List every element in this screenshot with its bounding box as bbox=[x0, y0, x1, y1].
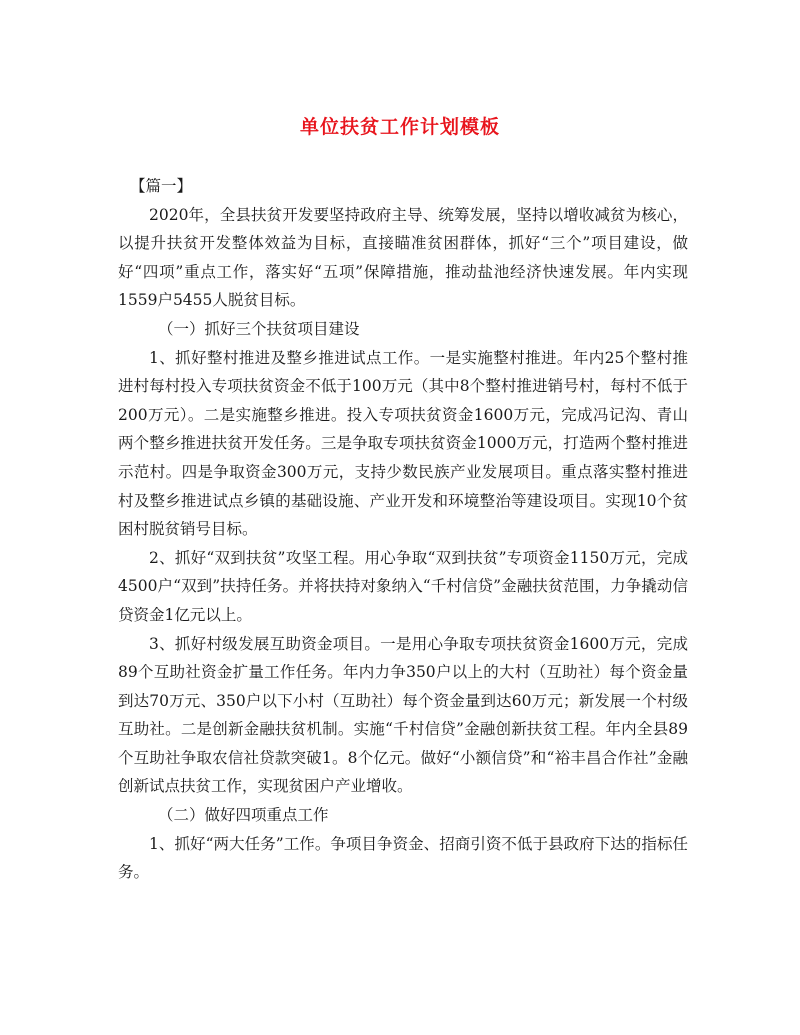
heading-part-two: （二）做好四项重点工作 bbox=[158, 806, 329, 825]
document-body bbox=[118, 172, 688, 887]
section-label: 【篇一】 bbox=[130, 177, 193, 195]
paragraph-1-2: 2、抓好“双到扶贫”攻坚工程。用心争取“双到扶贫”专项资金1150万元，完成4500户“双到”扶持任务。并将扶持对象纳入“千村信贷”金融扶贫范围，力争撬动信贷资金1亿元以上。 bbox=[118, 548, 688, 624]
paragraph-1-3: 3、抓好村级发展互助资金项目。一是用心争取专项扶贫资金1600万元，完成89个互助社资金扩量工作任务。年内力争350户以上的大村（互助社）每个资金量到达70万元、350户以下小村（互助社）每个资金量到达60万元；新发展一个村级互助社。二是创新金融扶贫机制。实施“千村信贷”金融创新扶贫工程。年内全县89个互助社争取农信社贷款突破1。8个亿元。做好“小额信贷”和“裕丰昌合作社”金融创新试点扶贫工作，实现贫困户产业增收。 bbox=[118, 634, 689, 796]
paragraph-2-1: 1、抓好“两大任务”工作。争项目争资金、招商引资不低于县政府下达的指标任务。 bbox=[118, 834, 688, 882]
heading-part-one: （一）抓好三个扶贫项目建设 bbox=[158, 319, 360, 338]
document-title: 单位扶贫工作计划模板 bbox=[299, 116, 500, 138]
intro-paragraph: 2020年，全县扶贫开发要坚持政府主导、统筹发展，坚持以增收减贫为核心，以提升扶贫开发整体效益为目标，直接瞄准贫困群体，抓好“三个”项目建设，做好“四项”重点工作，落实好“五项”保障措施，推动盐池经济快速发展。年内实现1559户5455人脱贫目标。 bbox=[118, 205, 688, 310]
paragraph-1-1: 1、抓好整村推进及整乡推进试点工作。一是实施整村推进。年内25个整村推进村每村投入专项扶贫资金不低于100万元（其中8个整村推进销号村，每村不低于200万元）。二是实施整乡推进。投入专项扶贫资金1600万元，完成冯记沟、青山两个整乡推进扶贫开发任务。三是争取专项扶贫资金1000万元，打造两个整村推进示范村。四是争取资金300万元，支持少数民族产业发展项目。重点落实整村推进村及整乡推进试点乡镇的基础设施、产业开发和环境整治等建设项目。实现10个贫困村脱贫销号目标。 bbox=[118, 348, 688, 539]
